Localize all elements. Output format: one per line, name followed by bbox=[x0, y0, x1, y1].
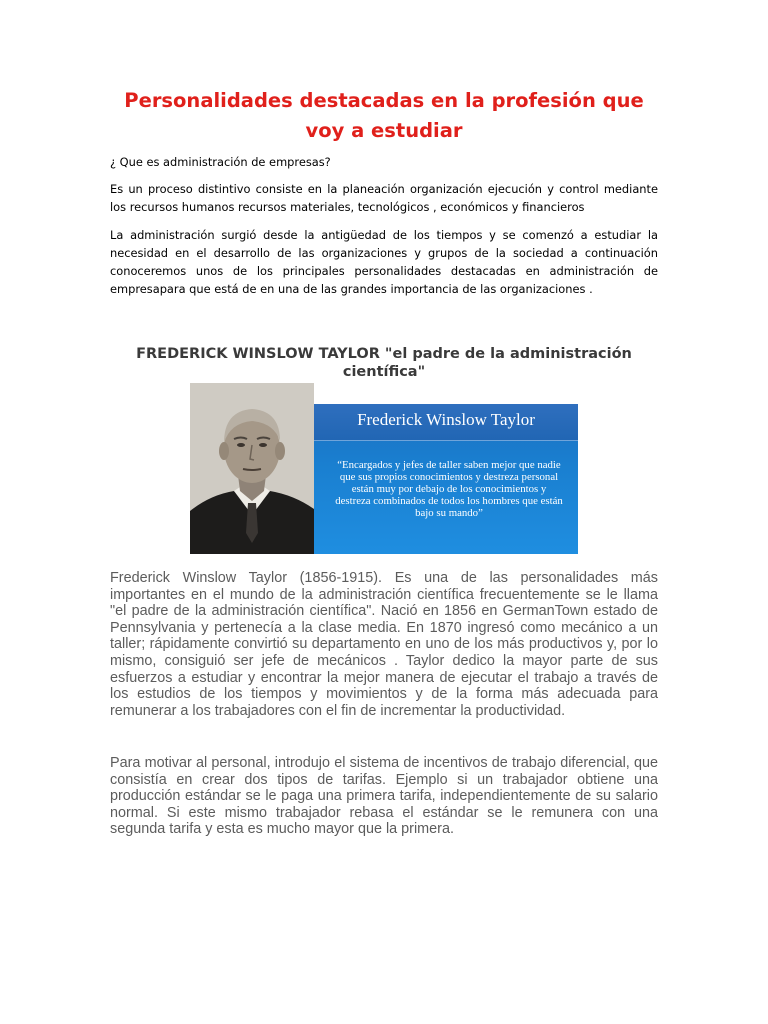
taylor-image bbox=[190, 383, 578, 554]
document-title: Personalidades destacadas en la profesión que voy a estudiar bbox=[124, 89, 644, 142]
banner-quote: “Encargados y jefes de taller saben mejor que nadie que sus propios conocimientos y destreza personal están muy por debajo de los conocimientos y destreza combinados de todos los hombres que están bajo su mando” bbox=[335, 459, 563, 519]
incentives-paragraph: Para motivar al personal, introdujo el sistema de incentivos de trabajo diferencial, que consistía en crear dos tipos de tarifas. Ejemplo si un trabajador obtiene una producción estándar se le paga una primera tarifa, independientemente de su salario normal. Si este mismo trabajador rebasa el estándar se le remunera con una segunda tarifa y esta es mucho mayor que la primera. bbox=[110, 755, 658, 838]
portrait-photo bbox=[190, 383, 314, 554]
section-title: FREDERICK WINSLOW TAYLOR "el padre de la administración científica" bbox=[136, 346, 632, 380]
banner-name: Frederick Winslow Taylor bbox=[357, 410, 535, 429]
definition-paragraph: Es un proceso distintivo consiste en la planeación organización ejecución y control mediante los recursos humanos recursos materiales, tecnológicos , económicos y financieros bbox=[110, 182, 658, 214]
biography-paragraph: Frederick Winslow Taylor (1856-1915). Es una de las personalidades más importantes en el mundo de la administración científica frecuentemente se le llama "el padre de la administración científica". Nació en 1856 en GermanTown estado de Pennsylvania y pertenecía a la clase media. En 1870 ingresó como mecánico a un taller; rápidamente convirtió su departamento en uno de los más productivos y, por lo mismo, consiguió ser jefe de mecánicos . Taylor dedico la mayor parte de sus esfuerzos a estudiar y encontrar la mejor manera de ejecutar el trabajo a través de los estudios de los tiempos y movimientos y de la forma más adecuada para remunerar a los trabajadores con el fin de incrementar la productividad. bbox=[110, 570, 658, 719]
question-heading: ¿ Que es administración de empresas? bbox=[110, 155, 331, 169]
banner-header bbox=[314, 404, 578, 441]
quote-banner bbox=[314, 404, 578, 554]
intro-paragraph: La administración surgió desde la antigüedad de los tiempos y se comenzó a estudiar la necesidad en el desarrollo de las organizaciones y grupos de la sociedad a continuación conoceremos unos de los principales personalidades destacadas en administración de empresapara que está de en una de las grandes importancia de las organizaciones . bbox=[110, 228, 658, 296]
